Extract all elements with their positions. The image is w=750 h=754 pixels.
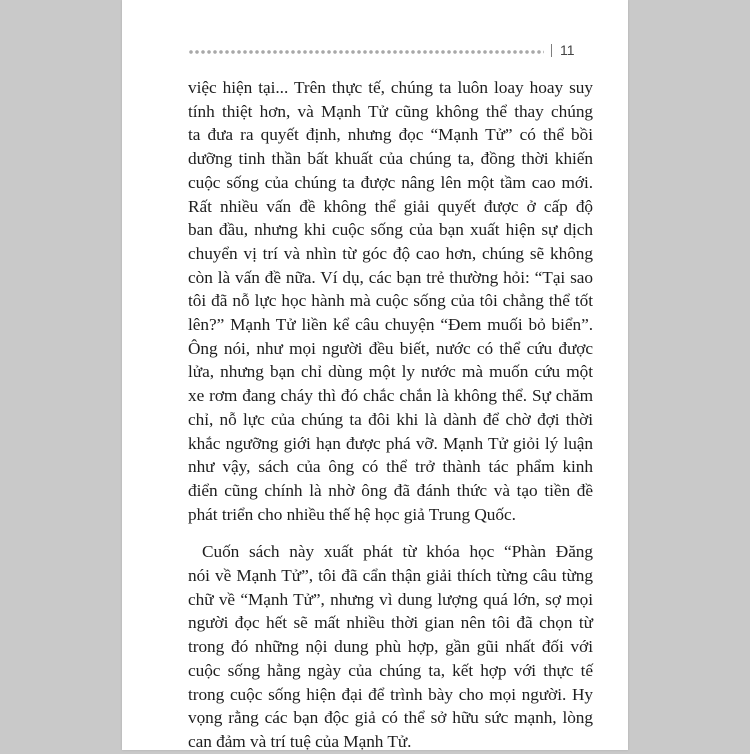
text-line: trong đó những nội dung phù hợp, gần gũi nhất đối với — [188, 637, 593, 657]
text-line: ban đầu, nhưng khi cuộc sống của bạn xuất hiện sự dịch — [188, 220, 593, 240]
text-line: còn là vấn đề nữa. Ví dụ, các bạn trẻ thường hỏi: “Tại sao — [188, 267, 593, 287]
text-line: lửa, nhưng bạn chỉ dùng một ly nước mà muốn cứu một — [188, 362, 593, 382]
paragraph — [188, 540, 593, 753]
text-line: Cuốn sách này xuất phát từ khóa học “Phàn Đăng — [202, 542, 593, 562]
text-line: ta đưa ra quyết định, nhưng đọc “Mạnh Tử” có thể bồi — [188, 125, 593, 145]
text-line: người đọc hết sẽ mất nhiều thời gian nên tôi đã chọn từ — [188, 613, 593, 633]
text-line: cuộc sống hằng ngày của chúng ta, kết hợp với thực tế — [188, 660, 593, 680]
paragraph — [188, 76, 593, 526]
text-line: khắc ngưỡng giới hạn được phá vỡ. Mạnh Tử giỏi lý luận — [188, 433, 593, 453]
text-line: như vậy, sách của ông có thể trở thành tác phẩm kinh — [188, 457, 593, 477]
text-line: Ông nói, như mọi người đều biết, nước có thể cứu được — [188, 338, 593, 358]
text-line: cuộc sống của chúng ta được nâng lên một tầm cao mới. — [188, 172, 593, 192]
text-line: can đảm và trí tuệ của Mạnh Tử. — [188, 731, 412, 751]
body-text — [188, 76, 593, 754]
text-line: tính thiệt hơn, và Mạnh Tử cũng không thể thay chúng — [188, 101, 593, 121]
text-line: điển cũng chính là nhờ ông đã đánh thức và tạo tiền đề — [188, 480, 593, 500]
book-page — [122, 0, 628, 750]
text-line: chuyển vị trí và nhìn từ góc độ cao hơn, chúng sẽ không — [188, 243, 593, 263]
text-line: tôi đã nỗ lực học hành mà cuộc sống của tôi chẳng thể tốt — [188, 291, 593, 311]
text-line: chữ về “Mạnh Tử”, nhưng vì dung lượng quá lớn, sợ mọi — [188, 589, 593, 609]
text-line: trong cuộc sống hiện đại để trình bày cho mọi người. Hy — [188, 684, 593, 704]
text-line: phát triển cho nhiều thế hệ học giả Trung Quốc. — [188, 504, 516, 524]
text-line: nói về Mạnh Tử”, tôi đã cẩn thận giải thích từng câu từng — [188, 566, 593, 586]
text-line: việc hiện tại... Trên thực tế, chúng ta luôn loay hoay suy — [188, 78, 593, 97]
text-line: chỉ, nỗ lực của chúng ta đôi khi là dành để chờ đợi thời — [188, 409, 593, 429]
page-header — [188, 40, 592, 62]
text-line: xe rơm đang cháy thì đó chắc chắn là không thể. Sự chăm — [188, 386, 593, 406]
text-line: lên?” Mạnh Tử liền kể câu chuyện “Đem muối bỏ biển”. — [188, 315, 593, 335]
page-number: 11 — [560, 42, 575, 58]
page-number-separator: | — [550, 42, 554, 58]
paragraph-spacer — [188, 526, 593, 540]
text-line: Rất nhiều vấn đề không thể giải quyết được ở cấp độ — [188, 196, 593, 216]
text-line: dưỡng tinh thần bất khuất của chúng ta, đồng thời khiến — [188, 149, 593, 169]
text-line: vọng rằng các bạn độc giả có thể sở hữu sức mạnh, lòng — [188, 708, 593, 728]
dotted-rule — [188, 49, 544, 55]
